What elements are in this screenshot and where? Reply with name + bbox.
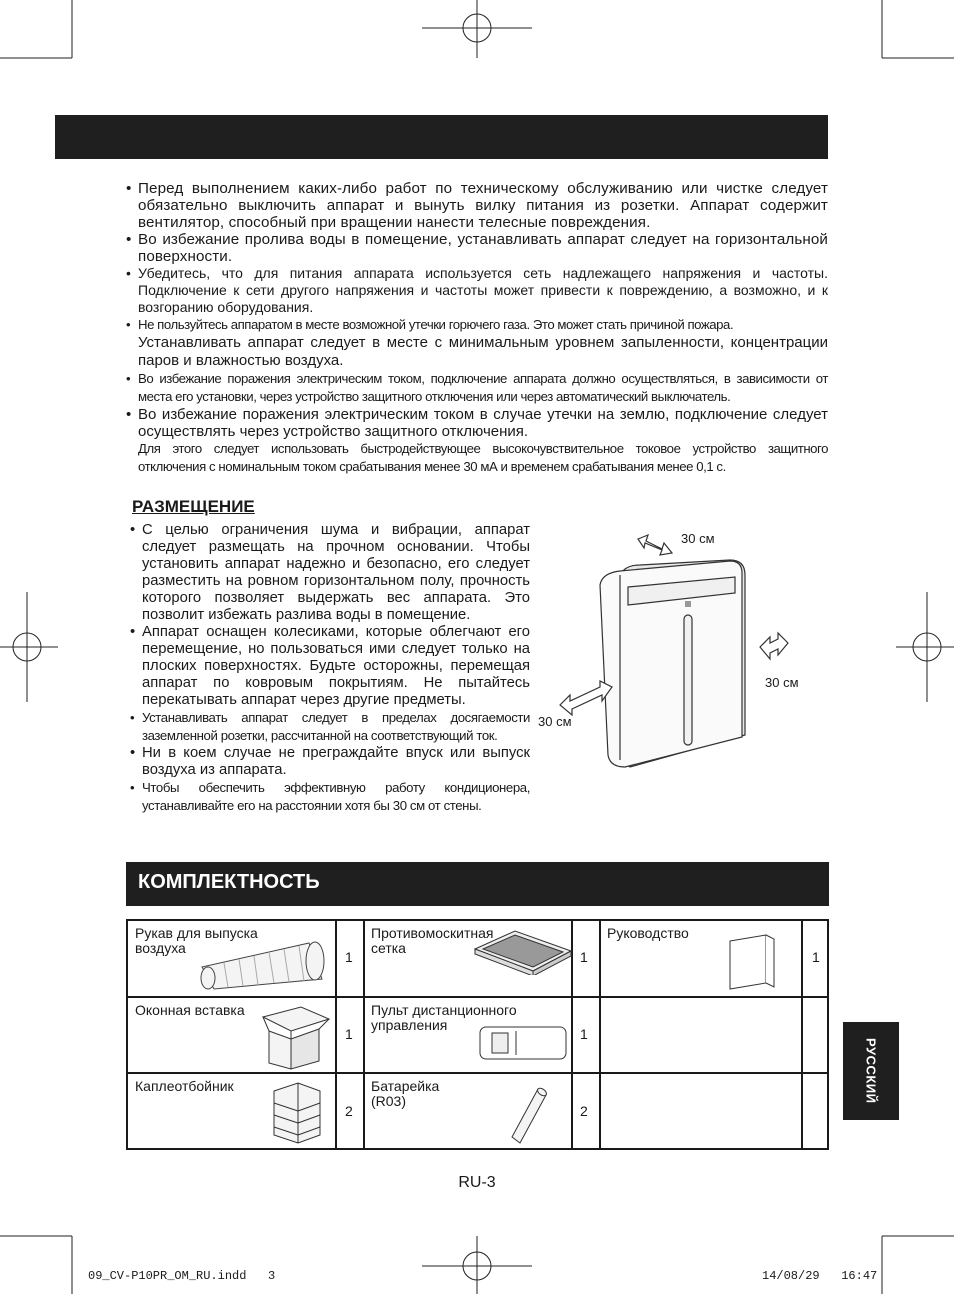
safety-item (126, 370, 828, 406)
kit-item-label: Рукав для выпуска воздуха (135, 925, 258, 956)
arrow-left-icon (560, 681, 612, 715)
kit-heading: КОМПЛЕКТНОСТЬ (138, 871, 320, 893)
mosquito-net-icon (473, 929, 573, 975)
safety-text: Во избежание пролива воды в помещение, устанавливать аппарат следует на горизонтальной поверхности. (138, 231, 828, 265)
kit-item-qty: 1 (345, 949, 353, 965)
safety-text: Убедитесь, что для питания аппарата используется сеть надлежащего напряжения и частоты. Подключение к сети другого напряжения и частоты может привести к повреждению, а возможно, и к возгоранию оборудования. (138, 265, 828, 315)
kit-item-qty: 1 (580, 949, 588, 965)
safety-text: Во избежание поражения электрическим током в случае утечки на землю, подключение следует осуществлять через устройство защитного отключения. (138, 406, 828, 440)
header-band (55, 115, 828, 159)
kit-item-label: Оконная вставка (135, 1002, 245, 1018)
footer-file: 09_CV-P10PR_OM_RU.indd 3 (88, 1269, 276, 1283)
clearance-right-label: 30 см (765, 675, 799, 690)
kit-table (126, 919, 829, 1150)
safety-subtext: Для этого следует использовать быстродействующее высокочувствительное токовое устройство защитного отключения с номинальным током срабатывания менее 30 мА и временем срабатывания менее 0,1 с. (138, 441, 828, 474)
drip-guard-icon (268, 1081, 328, 1145)
kit-item-qty: 2 (580, 1103, 588, 1119)
kit-item-label: Руководство (607, 925, 689, 941)
placement-item: • Ни в коем случае не преграждайте впуск или выпуск воздуха из аппарата. (130, 745, 530, 779)
kit-item-label: Батарейка (R03) (371, 1078, 440, 1109)
safety-item (126, 265, 828, 316)
safety-text: Во избежание поражения электрическим током, подключение аппарата должно осуществляться, в зависимости от места его установки, через устройство защитного отключения или через автоматический выключатель. (138, 371, 828, 404)
clearance-left-label: 30 см (538, 714, 572, 729)
air-conditioner-illustration (530, 525, 820, 775)
safety-item (126, 316, 828, 370)
page-number: RU-3 (458, 1174, 496, 1191)
placement-item: • Аппарат оснащен колесиками, которые облегчают его перемещение, но пользоваться ими следует только на плоских поверхностях. Будьте осторожны, перемещая аппарат по ковровым покрытиям. Не пытайтесь перекатывать аппарат через другие предметы. (130, 624, 530, 709)
safety-item (126, 406, 828, 476)
kit-item-qty: 1 (580, 1026, 588, 1042)
battery-icon (506, 1085, 552, 1147)
clearance-top-label: 30 см (681, 531, 715, 546)
manual-icon (728, 933, 778, 991)
arrow-top-icon (638, 535, 672, 555)
kit-item-qty: 1 (812, 949, 820, 965)
arrow-right-icon (760, 633, 788, 659)
kit-item-label: Противомоскитная сетка (371, 925, 494, 956)
placement-item: • Устанавливать аппарат следует в пределах досягаемости заземленной розетки, рассчитанной на соответствующий ток. (130, 709, 530, 745)
placement-item: • С целью ограничения шума и вибрации, аппарат следует размещать на прочном основании. Чтобы установить аппарат надежно и безопасно, его следует разместить на ровном горизонтальном полу, прочность которого позволяет выдержать вес аппарата. Это позволит избежать разлива воды в помещение. (130, 522, 530, 624)
kit-item-qty: 2 (345, 1103, 353, 1119)
footer-date: 14/08/29 16:47 (762, 1269, 878, 1283)
window-adapter-icon (261, 1005, 333, 1071)
kit-item-qty: 1 (345, 1026, 353, 1042)
safety-item (126, 180, 828, 231)
safety-item (126, 231, 828, 265)
kit-item-label: Пульт дистанционного управления (371, 1002, 517, 1033)
placement-heading: РАЗМЕЩЕНИЕ (132, 497, 255, 516)
placement-item: • Чтобы обеспечить эффективную работу кондиционера, устанавливайте его на расстоянии хотя бы 30 см от стены. (130, 779, 530, 815)
safety-text: Перед выполнением каких-либо работ по техническому обслуживанию или чистке следует обязательно выключить аппарат и вынуть вилку питания из розетки. Аппарат содержит вентилятор, способный при вращении нанести телесные повреждения. (138, 180, 828, 231)
safety-text: Не пользуйтесь аппаратом в месте возможной утечки горючего газа. Это может стать причиной пожара. (138, 317, 734, 332)
safety-list (126, 180, 828, 476)
remote-control-icon (478, 1021, 570, 1061)
placement-list (130, 522, 530, 815)
kit-item-label: Каплеотбойник (135, 1078, 234, 1094)
language-tab-label: РУССКИЙ (863, 1038, 879, 1104)
safety-subtext: Устанавливать аппарат следует в месте с минимальным уровнем запыленности, концентрации паров и влажностью воздуха. (138, 334, 828, 369)
exhaust-hose-icon (194, 939, 334, 991)
